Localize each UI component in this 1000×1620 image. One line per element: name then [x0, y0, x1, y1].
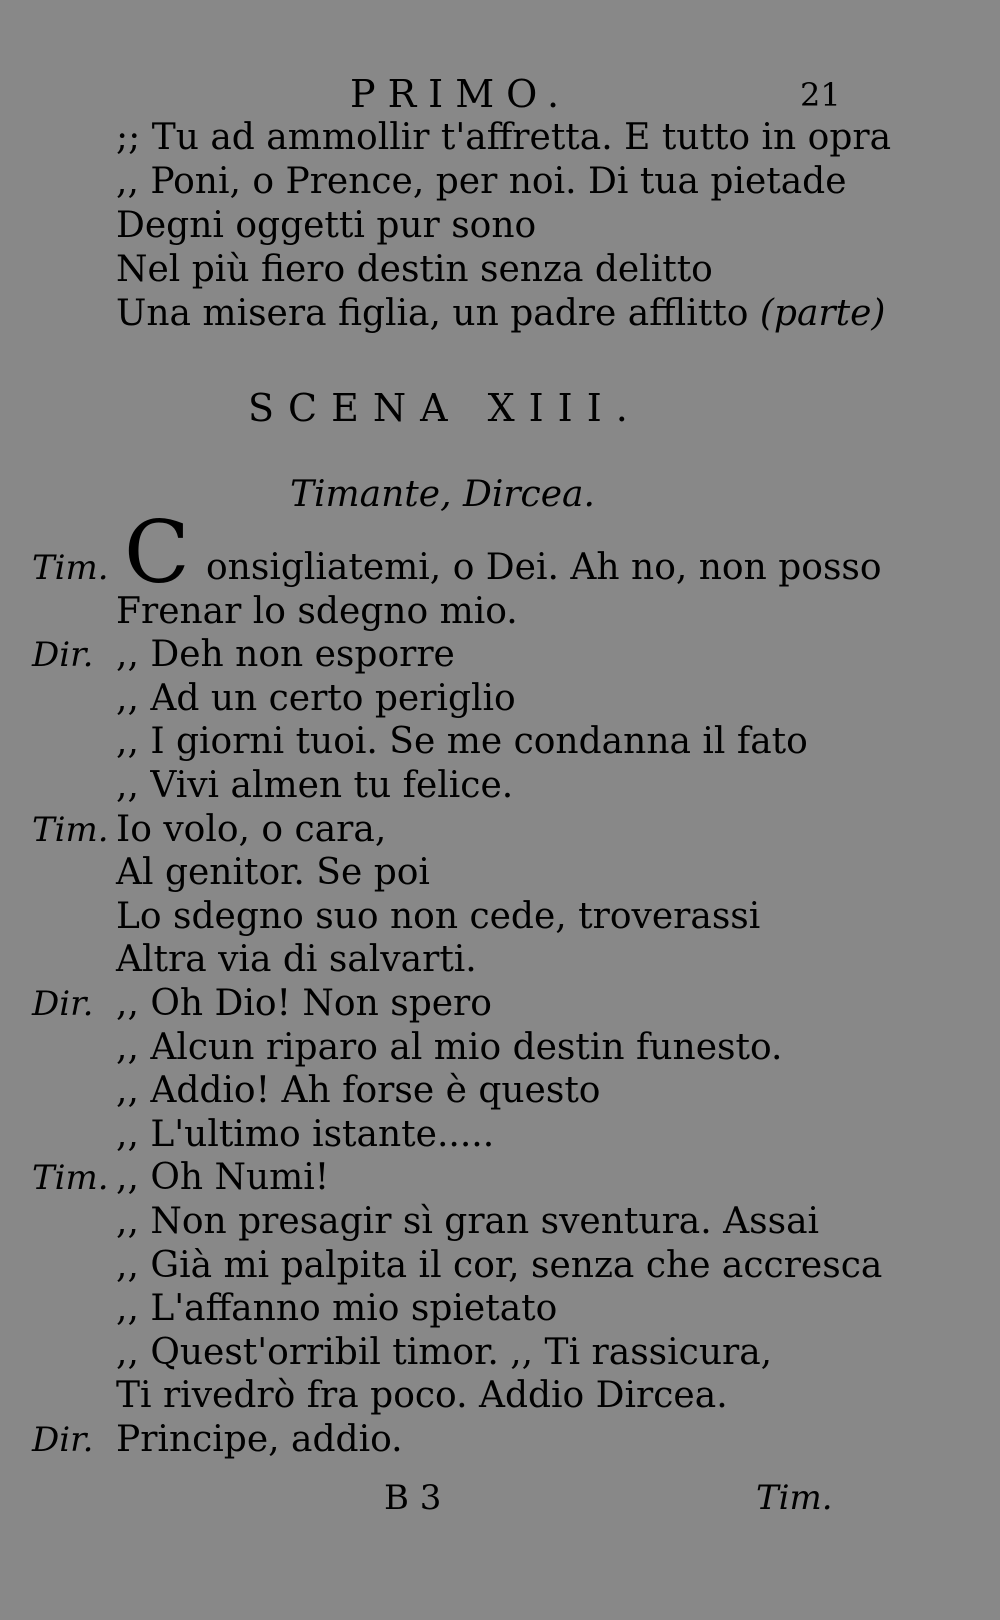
dialogue-line: ,, Oh Numi!	[116, 1157, 330, 1198]
speaker-label: Tim.	[32, 548, 109, 588]
speaker-label: Dir.	[32, 635, 94, 675]
page-header	[0, 72, 1000, 122]
dialogue-line: Lo sdegno suo non cede, troverassi	[116, 896, 761, 937]
stage-direction: (parte)	[759, 293, 886, 334]
running-head: PRIMO.	[350, 72, 572, 116]
dialogue-line: Frenar lo sdegno mio.	[116, 591, 518, 632]
dialogue-line: Ti rivedrò fra poco. Addio Dircea.	[116, 1375, 728, 1416]
speaker-label: Tim.	[32, 810, 109, 850]
dialogue-line: ,, Deh non esporre	[116, 634, 455, 675]
dialogue-line: ,, Alcun riparo al mio destin funesto.	[116, 1027, 783, 1068]
dialogue-line: ,, Addio! Ah forse è questo	[116, 1070, 601, 1111]
scene-characters: Timante, Dircea.	[290, 474, 595, 515]
verse-line: ,, Poni, o Prence, per noi. Di tua pietade	[116, 161, 847, 202]
dialogue-line: ,, Già mi palpita il cor, senza che accresca	[116, 1245, 883, 1286]
speaker-label: Dir.	[32, 984, 94, 1024]
catchword: Tim.	[756, 1478, 833, 1518]
page-footer	[0, 1478, 1000, 1528]
scene-title: SCENA XIII.	[248, 386, 642, 430]
verse-line-with-stage-direction	[116, 292, 885, 336]
dialogue-line: Io volo, o cara,	[116, 809, 387, 850]
dialogue-line: ,, L'ultimo istante.....	[116, 1114, 495, 1155]
verse-line-text: Una misera figlia, un padre afflitto	[116, 293, 749, 334]
dialogue-line: Al genitor. Se poi	[116, 852, 430, 893]
dropcap-letter: C	[124, 503, 190, 603]
verse-line: Degni oggetti pur sono	[116, 205, 537, 246]
dialogue-line: ,, Non presagir sì gran sventura. Assai	[116, 1201, 820, 1242]
page-number: 21	[800, 76, 841, 114]
dialogue-line: ,, Vivi almen tu felice.	[116, 765, 514, 806]
dialogue-line: ,, I giorni tuoi. Se me condanna il fato	[116, 721, 808, 762]
speaker-label: Dir.	[32, 1420, 94, 1460]
dialogue-line: ,, Oh Dio! Non spero	[116, 983, 492, 1024]
dialogue-line: Principe, addio.	[116, 1419, 403, 1460]
speaker-label: Tim.	[32, 1158, 109, 1198]
dialogue-line: ,, Ad un certo periglio	[116, 678, 516, 719]
verse-line-text: Nel più fiero destin senza delitto	[116, 249, 713, 290]
dialogue-line: ,, Quest'orribil timor. ,, Ti rassicura,	[116, 1332, 773, 1373]
dialogue-line: Altra via di salvarti.	[116, 939, 477, 980]
dialogue-line: ,, L'affanno mio spietato	[116, 1288, 558, 1329]
verse-line: ;; Tu ad ammollir t'affretta. E tutto in opra	[116, 117, 892, 158]
verse-line	[116, 248, 713, 292]
signature-mark: B 3	[384, 1478, 442, 1518]
dialogue-line: onsigliatemi, o Dei. Ah no, non posso	[206, 547, 882, 588]
